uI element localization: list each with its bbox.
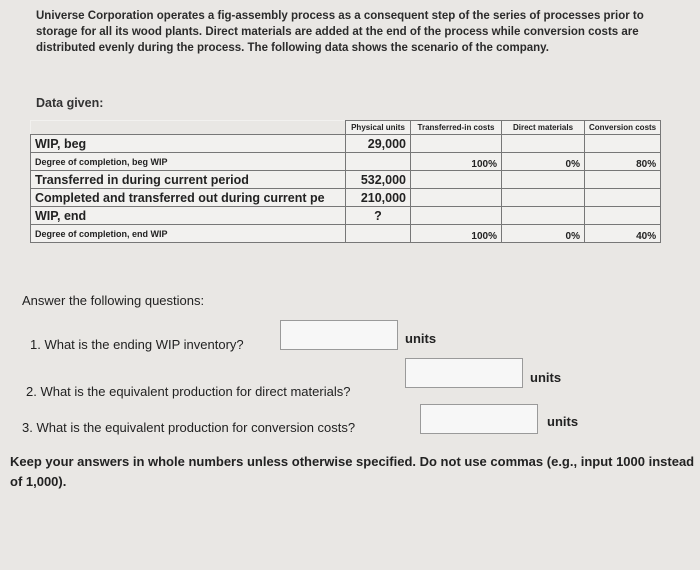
answer-heading: Answer the following questions: [22,293,205,308]
cell-transferred: 100% [411,153,502,171]
row-label: Degree of completion, end WIP [31,225,346,243]
row-label: Degree of completion, beg WIP [31,153,346,171]
question-2-unit: units [530,370,562,385]
cell-units: 210,000 [346,189,411,207]
table-row [31,207,661,225]
row-label: Completed and transferred out during current pe [31,189,346,207]
cell-dm [502,171,585,189]
cell-units: 29,000 [346,135,411,153]
cell-dm: 0% [502,225,585,243]
table-row [31,225,661,243]
cell-units: 532,000 [346,171,411,189]
header-physical-units: Physical units [346,121,411,135]
question-2-text: 2. What is the equivalent production for direct materials? [26,384,351,399]
table-header-blank [31,121,346,135]
cell-cc: 80% [585,153,661,171]
cell-transferred: 100% [411,225,502,243]
table-row [31,189,661,207]
row-label: WIP, beg [31,135,346,153]
table-row [31,153,661,171]
data-table [30,120,661,243]
cell-dm [502,207,585,225]
question-1-text: 1. What is the ending WIP inventory? [30,337,244,352]
instructions-note: Keep your answers in whole numbers unless otherwise specified. Do not use commas (e.g., input 1000 instead of 1,000). [10,454,695,489]
cell-cc: 40% [585,225,661,243]
cell-transferred [411,135,502,153]
intro-paragraph: Universe Corporation operates a fig-assembly process as a consequent step of the series of processes prior to storage for all its wood plants. Direct materials are added at the end of the process while conversion costs are distributed evenly during the process. The following data shows the scenario of the company. [36,10,644,54]
cell-cc [585,135,661,153]
data-given-label: Data given: [36,96,104,110]
cell-cc [585,171,661,189]
cell-dm [502,189,585,207]
dm-equivalent-input[interactable] [405,358,523,388]
table-row [31,171,661,189]
question-1-unit: units [405,331,437,346]
cell-units: ? [346,207,411,225]
cell-units [346,153,411,171]
cell-transferred [411,171,502,189]
cell-cc [585,207,661,225]
table-header-row [31,121,661,135]
cell-dm [502,135,585,153]
cc-equivalent-input[interactable] [420,404,538,434]
header-conversion-costs: Conversion costs [585,121,661,135]
cell-units [346,225,411,243]
header-transferred-in: Transferred-in costs [411,121,502,135]
cell-dm: 0% [502,153,585,171]
header-direct-materials: Direct materials [502,121,585,135]
row-label: Transferred in during current period [31,171,346,189]
row-label: WIP, end [31,207,346,225]
table-row [31,135,661,153]
question-3-unit: units [547,414,579,429]
cell-transferred [411,189,502,207]
cell-transferred [411,207,502,225]
question-3-text: 3. What is the equivalent production for conversion costs? [22,420,356,435]
cell-cc [585,189,661,207]
ending-wip-input[interactable] [280,320,398,350]
